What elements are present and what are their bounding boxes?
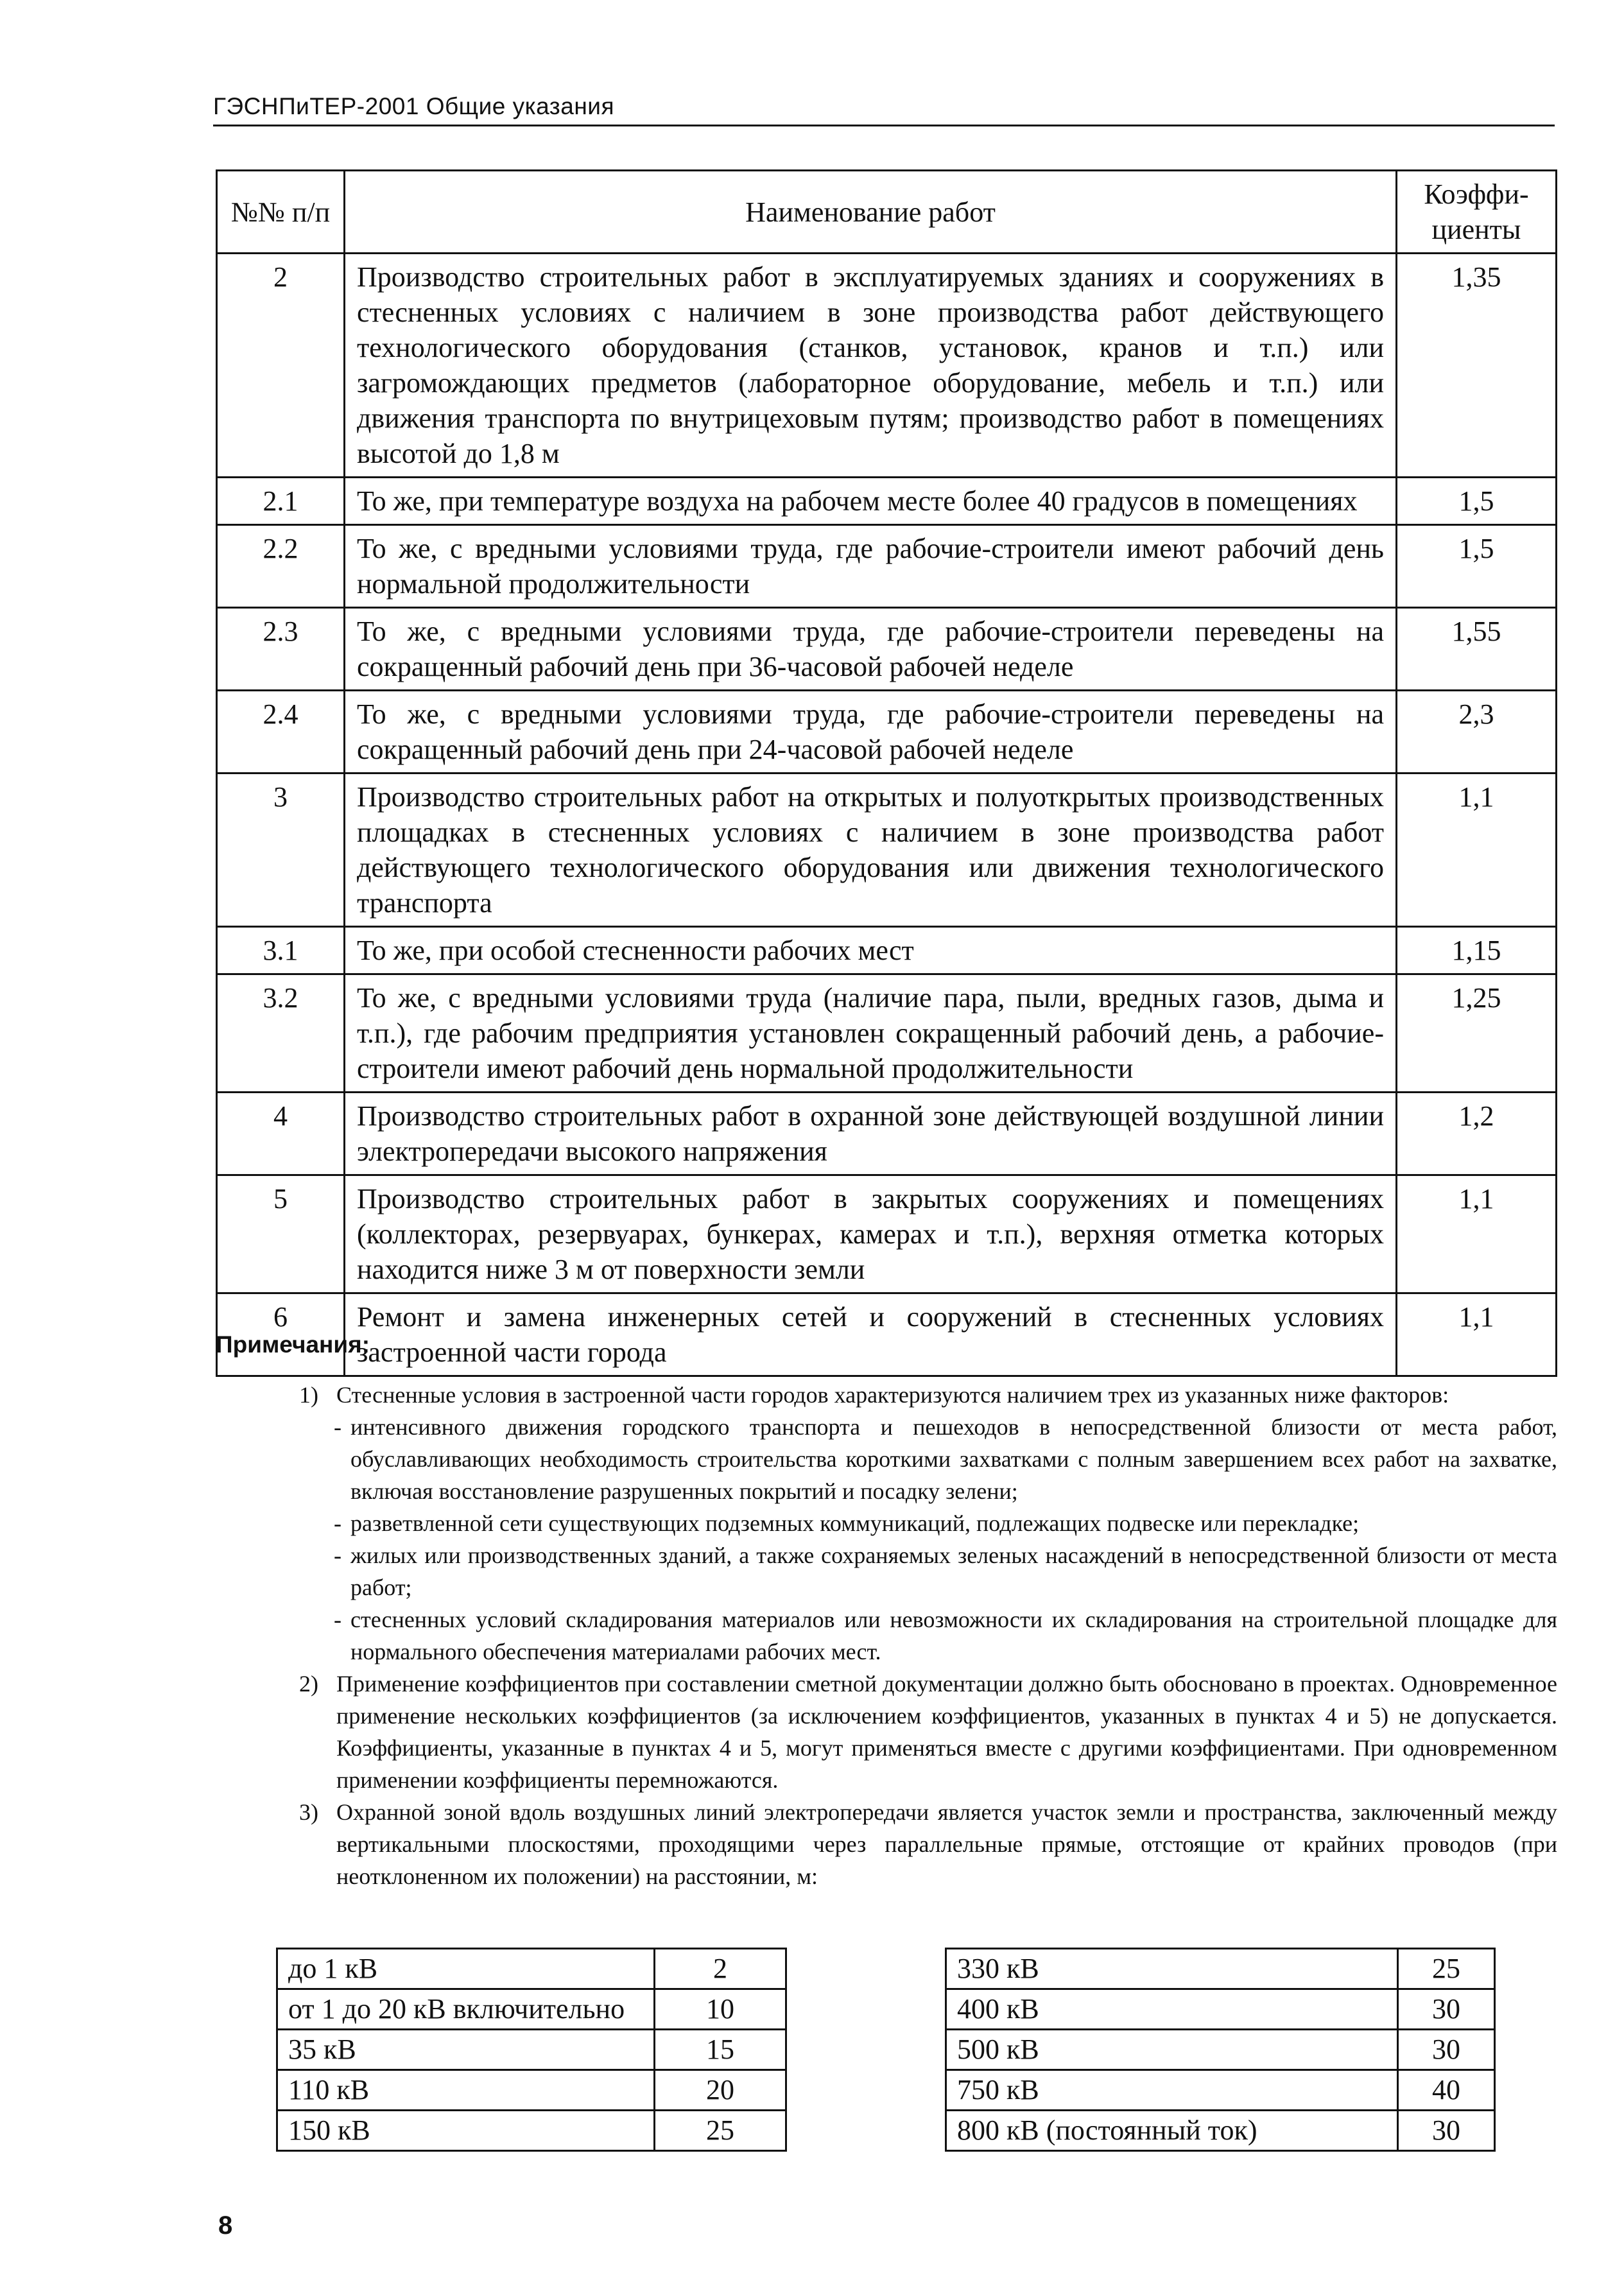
- note-item: [216, 1796, 1557, 1892]
- voltage-cell: 35 кВ: [277, 2030, 655, 2070]
- note-item: [216, 1379, 1557, 1411]
- voltage-cell: 800 кВ (постоянный ток): [946, 2111, 1398, 2151]
- table-row: [217, 1093, 1557, 1175]
- row-coefficient: 1,1: [1397, 774, 1557, 927]
- table-row: [217, 525, 1557, 608]
- table-header-row: [217, 171, 1557, 254]
- row-coefficient: 1,1: [1397, 1175, 1557, 1293]
- table-row: [277, 2030, 786, 2070]
- row-work-name: То же, с вредными условиями труда, где рабочие-строители имеют рабочий день нормальной продолжительности: [345, 525, 1397, 608]
- note-bullet: [216, 1603, 1557, 1668]
- voltage-cell: 150 кВ: [277, 2111, 655, 2151]
- table-row: [946, 2030, 1495, 2070]
- note-number: 3): [299, 1799, 318, 1825]
- distance-table-right: [945, 1948, 1496, 2152]
- bullet-text: интенсивного движения городского транспорта и пешеходов в непосредственной близости от места работ, обуславливающих необходимость строительства короткими захватками с полным завершением всех работ на захватке, включая восстановление разрушенных покрытий и посадку зелени;: [350, 1414, 1557, 1504]
- distance-cell: 25: [655, 2111, 786, 2151]
- row-coefficient: 1,1: [1397, 1293, 1557, 1376]
- row-work-name: То же, с вредными условиями труда (наличие пара, пыли, вредных газов, дыма и т.п.), где рабочим предприятия установлен сокращенный рабочий день, а рабочие-строители имеют рабочий день нормальной продолжительности: [345, 974, 1397, 1093]
- table-row: [217, 974, 1557, 1093]
- distance-cell: 25: [1398, 1949, 1495, 1989]
- distance-cell: 20: [655, 2070, 786, 2111]
- row-coefficient: 2,3: [1397, 691, 1557, 774]
- page-number: 8: [218, 2211, 233, 2240]
- row-number: 6: [217, 1293, 345, 1376]
- voltage-cell: 400 кВ: [946, 1989, 1398, 2030]
- row-number: 2.3: [217, 608, 345, 691]
- row-work-name: То же, с вредными условиями труда, где рабочие-строители переведены на сокращенный рабочий день при 36-часовой рабочей неделе: [345, 608, 1397, 691]
- row-coefficient: 1,55: [1397, 608, 1557, 691]
- row-number: 5: [217, 1175, 345, 1293]
- table-row: [946, 2070, 1495, 2111]
- table-row: [277, 2111, 786, 2151]
- notes-section: [216, 1329, 1557, 1892]
- dash-bullet-icon: -: [334, 1414, 341, 1440]
- bullet-text: жилых или производственных зданий, а также сохраняемых зеленых насаждений в непосредственной близости от места работ;: [350, 1543, 1557, 1600]
- note-text: Охранной зоной вдоль воздушных линий электропередачи является участок земли и пространства, заключенный между вертикальными плоскостями, проходящими через параллельные прямые, отстоящие от крайних проводов (при неотклоненном их положении) на расстоянии, м:: [336, 1799, 1557, 1889]
- row-coefficient: 1,2: [1397, 1093, 1557, 1175]
- bullet-text: стесненных условий складирования материалов или невозможности их складирования на строительной площадке для нормального обеспечения материалами рабочих мест.: [350, 1607, 1557, 1664]
- row-work-name: Производство строительных работ на открытых и полуоткрытых производственных площадках в стесненных условиях с наличием в зоне производства работ действующего технологического оборудования или движения технологического транспорта: [345, 774, 1397, 927]
- distance-cell: 30: [1398, 1989, 1495, 2030]
- table-row: [217, 691, 1557, 774]
- row-number: 2: [217, 254, 345, 478]
- row-coefficient: 1,15: [1397, 927, 1557, 974]
- table-row: [277, 1949, 786, 1989]
- distance-cell: 15: [655, 2030, 786, 2070]
- note-text: Стесненные условия в застроенной части городов характеризуются наличием трех из указанных ниже факторов:: [336, 1382, 1449, 1408]
- row-number: 2.4: [217, 691, 345, 774]
- bullet-text: разветвленной сети существующих подземных коммуникаций, подлежащих подвеске или перекладке;: [350, 1510, 1360, 1536]
- row-work-name: Ремонт и замена инженерных сетей и сооружений в стесненных условиях застроенной части города: [345, 1293, 1397, 1376]
- note-item: [216, 1668, 1557, 1796]
- note-number: 1): [299, 1382, 318, 1408]
- page-header: [213, 89, 1555, 126]
- row-number: 2.2: [217, 525, 345, 608]
- distance-cell: 10: [655, 1989, 786, 2030]
- note-bullet: [216, 1539, 1557, 1603]
- table-row: [217, 608, 1557, 691]
- table-row: [217, 774, 1557, 927]
- distance-cell: 40: [1398, 2070, 1495, 2111]
- row-work-name: То же, при особой стесненности рабочих мест: [345, 927, 1397, 974]
- note-number: 2): [299, 1671, 318, 1697]
- voltage-cell: до 1 кВ: [277, 1949, 655, 1989]
- row-coefficient: 1,5: [1397, 525, 1557, 608]
- column-header-name: Наименование работ: [345, 171, 1397, 254]
- row-number: 4: [217, 1093, 345, 1175]
- row-work-name: Производство строительных работ в охранной зоне действующей воздушной линии электропередачи высокого напряжения: [345, 1093, 1397, 1175]
- dash-bullet-icon: -: [334, 1607, 341, 1632]
- row-number: 2.1: [217, 478, 345, 525]
- column-header-number: №№ п/п: [217, 171, 345, 254]
- notes-title: Примечания:: [216, 1331, 370, 1358]
- row-coefficient: 1,25: [1397, 974, 1557, 1093]
- row-coefficient: 1,35: [1397, 254, 1557, 478]
- table-row: [217, 478, 1557, 525]
- table-row: [946, 2111, 1495, 2151]
- row-work-name: Производство строительных работ в эксплуатируемых зданиях и сооружениях в стесненных условиях с наличием в зоне производства работ действующего технологического оборудования (станков, установок, кранов и т.п.) или загромождающих предметов (лабораторное оборудование, мебель и т.п.) или движения транспорта по внутрицеховым путям; производство работ в помещениях высотой до 1,8 м: [345, 254, 1397, 478]
- voltage-cell: 330 кВ: [946, 1949, 1398, 1989]
- row-number: 3.1: [217, 927, 345, 974]
- note-bullet: [216, 1411, 1557, 1507]
- distance-table-left: [276, 1948, 787, 2152]
- voltage-cell: от 1 до 20 кВ включительно: [277, 1989, 655, 2030]
- row-work-name: То же, с вредными условиями труда, где рабочие-строители переведены на сокращенный рабочий день при 24-часовой рабочей неделе: [345, 691, 1397, 774]
- row-number: 3: [217, 774, 345, 927]
- distance-cell: 30: [1398, 2111, 1495, 2151]
- row-work-name: Производство строительных работ в закрытых сооружениях и помещениях (коллекторах, резервуарах, бункерах, камерах и т.п.), верхняя отметка которых находится ниже 3 м от поверхности земли: [345, 1175, 1397, 1293]
- table-row: [946, 1989, 1495, 2030]
- voltage-cell: 110 кВ: [277, 2070, 655, 2111]
- note-text: Применение коэффициентов при составлении сметной документации должно быть обосновано в проектах. Одновременное применение нескольких коэффициентов (за исключением коэффициентов, указанных в пунктах 4 и 5) не допускается. Коэффициенты, указанные в пунктах 4 и 5, могут применяться вместе с другими коэффициентами. При одновременном применении коэффициенты перемножаются.: [336, 1671, 1557, 1793]
- row-number: 3.2: [217, 974, 345, 1093]
- dash-bullet-icon: -: [334, 1510, 341, 1536]
- row-coefficient: 1,5: [1397, 478, 1557, 525]
- coefficients-table: [216, 169, 1557, 1377]
- distance-cell: 30: [1398, 2030, 1495, 2070]
- distance-cell: 2: [655, 1949, 786, 1989]
- column-header-coefficient: Коэффи- циенты: [1397, 171, 1557, 254]
- dash-bullet-icon: -: [334, 1543, 341, 1568]
- table-row: [217, 927, 1557, 974]
- note-bullet: [216, 1507, 1557, 1539]
- row-work-name: То же, при температуре воздуха на рабочем месте более 40 градусов в помещениях: [345, 478, 1397, 525]
- table-row: [217, 254, 1557, 478]
- table-row: [217, 1175, 1557, 1293]
- voltage-cell: 750 кВ: [946, 2070, 1398, 2111]
- voltage-cell: 500 кВ: [946, 2030, 1398, 2070]
- table-row: [277, 1989, 786, 2030]
- document-title: ГЭСНПиТЕР-2001 Общие указания: [213, 93, 614, 119]
- table-row: [946, 1949, 1495, 1989]
- table-row: [277, 2070, 786, 2111]
